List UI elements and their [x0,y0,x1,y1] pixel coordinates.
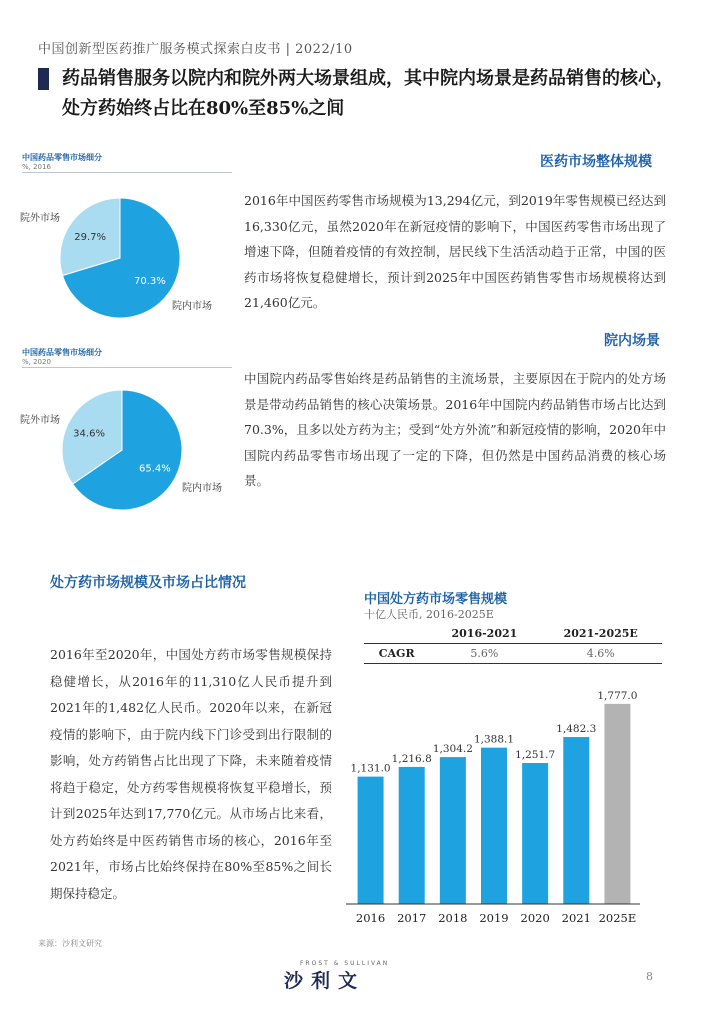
bar-2021 [563,737,589,904]
cagr-header-period2: 2021-2025E [539,624,662,644]
section-body-prescription: 2016年至2020年，中国处方药市场零售规模保持稳健增长，从2016年的11,310亿人民币提升到2021年的1,482亿人民币。2020年以来，在新冠疫情的影响下，由于院内线下门诊受到出行限制的影响，处方药销售占比出现了下降，未来随着疫情将趋于稳定，处方药零售规模将恢复平稳增长，预计到2025年达到17,770亿元。从市场占比来看，处方药始终是中医药销售市场的核心，2016年至2021年，市场占比始终保持在80%至85%之间长期保持稳定。 [50,647,332,901]
cagr-table [364,624,662,664]
pie1-title: 中国药品零售市场细分 [22,153,102,162]
pie1-slice-label-inside: 70.3% [133,276,166,288]
cagr-header-blank [364,624,429,644]
cagr-header-row [364,624,662,644]
section-heading-in-hospital: 院内场景 [604,333,660,349]
bar-2017 [399,767,425,904]
x-tick-2020: 2020 [520,911,550,925]
pie1-slice-label-outside: 29.7% [74,231,107,243]
cagr-value-row [364,644,662,664]
bar-value-label-2025E: 1,777.0 [597,689,638,702]
bar-value-label-2021: 1,482.3 [556,723,597,736]
bar-2016 [358,777,384,904]
bar-value-label-2018: 1,304.2 [432,743,473,756]
chart-title: 中国处方药市场零售规模 [364,592,508,607]
x-tick-2019: 2019 [479,911,509,925]
cagr-header-period1: 2016-2021 [429,624,539,644]
bar-value-label-2016: 1,131.0 [350,762,391,775]
bar-value-label-2017: 1,216.8 [391,752,432,765]
pie2-legend-outside: 院外市场 [20,415,60,426]
chart-subtitle: 十亿人民币, 2016-2025E [364,608,494,621]
pie2-title: 中国药品零售市场细分 [22,348,102,357]
bar-value-label-2020: 1,251.7 [515,749,556,762]
pie2-separator [22,367,232,368]
pie-chart-2020 [60,388,184,512]
bar-2020 [522,763,548,904]
bar-2019 [481,748,507,904]
pie1-subtitle: %, 2016 [22,163,51,171]
pie1-separator [22,172,232,173]
pie1-legend-inside: 院内市场 [172,301,212,312]
company-logo: 沙利文 [284,970,366,992]
pie2-slice-label-inside: 65.4% [139,463,171,475]
x-tick-2017: 2017 [397,911,427,925]
page-number: 8 [646,970,653,983]
x-tick-2025E: 2025E [598,911,637,925]
x-tick-2016: 2016 [355,911,386,925]
logo-subtext: FROST & SULLIVAN [300,960,390,967]
section-body-market-size: 2016年中国医药零售市场规模为13,294亿元，到2019年零售规模已经达到16,330亿元，虽然2020年在新冠疫情的影响下，中国医药零售市场出现了增速下降，但随着疫情的有效控制，居民线下生活活动趋于正常，中国的医药市场将恢复稳健增长，预计到2025年中国医药销售零售市场规模将达到21,460亿元。 [244,193,666,310]
cagr-value-period2: 4.6% [539,644,662,664]
title-accent-bar [38,68,49,90]
pie1-legend-outside: 院外市场 [20,213,60,224]
section-body-in-hospital: 中国院内药品零售始终是药品销售的主流场景，主要原因在于院内的处方场景是带动药品销售的核心决策场景。2016年中国院内药品销售市场占比达到70.3%，且多以处方药为主；受到“处方外流”和新冠疫情的影响，2020年中国院内药品零售市场出现了一定的下降，但仍然是中国药品消费的核心场景。 [244,371,666,488]
section-heading-prescription: 处方药市场规模及市场占比情况 [50,575,246,591]
pie2-subtitle: %, 2020 [22,358,51,366]
report-header: 中国创新型医药推广服务模式探索白皮书 | 2022/10 [38,42,353,57]
cagr-row-label: CAGR [364,644,429,664]
pie2-legend-inside: 院内市场 [182,483,222,494]
x-tick-2018: 2018 [438,911,468,925]
pie2-slice-label-outside: 34.6% [73,428,105,440]
prescription-bar-chart [344,672,684,934]
bar-2025E [604,704,630,904]
page-title: 药品销售服务以院内和院外两大场景组成，其中院内场景是药品销售的核心，处方药始终占比在80%至85%之间 [62,68,674,119]
bar-value-label-2019: 1,388.1 [473,733,515,746]
x-tick-2021: 2021 [561,911,591,925]
pie-chart-2016 [58,196,182,320]
cagr-value-period1: 5.6% [429,644,539,664]
bar-2018 [440,757,466,904]
source-note: 来源：沙利文研究 [38,939,102,948]
section-heading-market-size: 医药市场整体规模 [540,154,652,170]
